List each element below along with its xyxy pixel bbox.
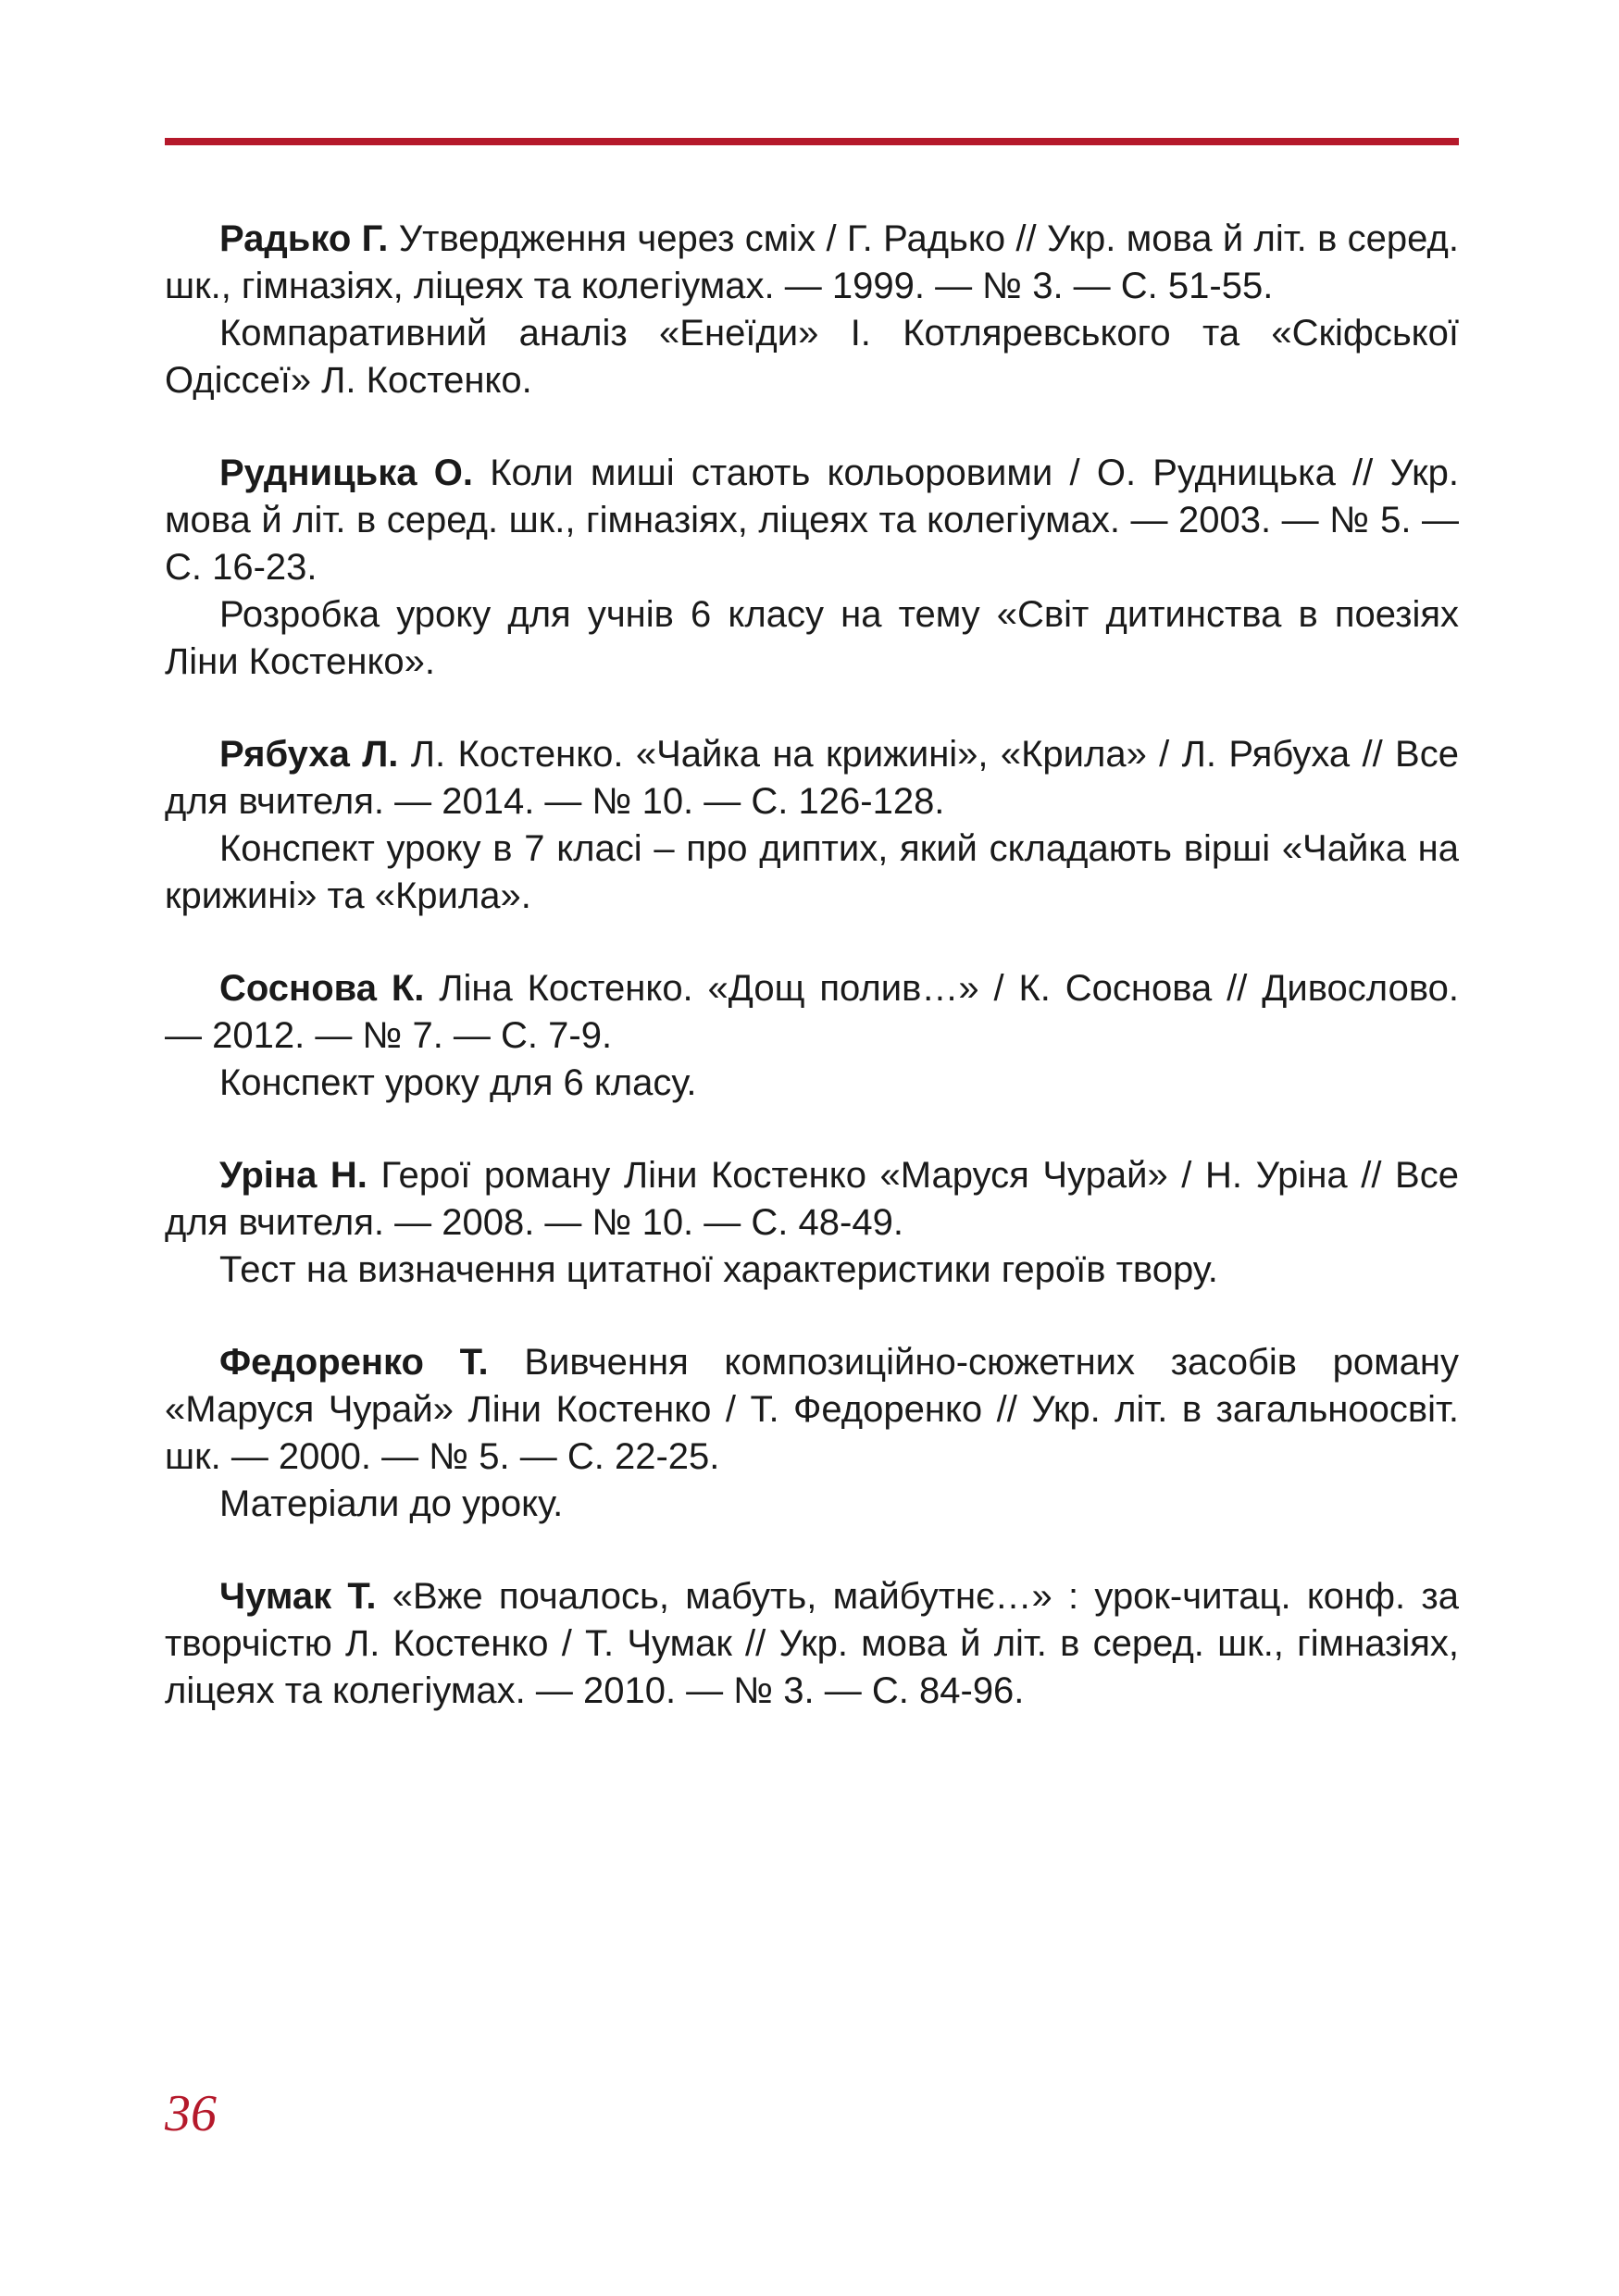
entry-author: Чумак Т. [219,1576,377,1617]
entry-author: Федоренко Т. [219,1342,489,1383]
entry-author: Уріна Н. [219,1155,367,1196]
entry-citation-text: Л. Костенко. «Чайка на крижині», «Крила» / Л. Рябуха // Все для вчителя. — 2014. — № 10. — С. 126-128. [165,734,1459,822]
entry-citation [165,1573,1459,1715]
bibliography-entry [165,731,1459,920]
entry-note: Конспект уроку в 7 класі – про диптих, який складають вірші «Чайка на крижині» та «Крила». [165,828,1459,916]
bibliography-entry [165,1339,1459,1528]
entry-citation-text: Герої роману Ліни Костенко «Маруся Чурай» / Н. Уріна // Все для вчителя. — 2008. — № 10. — С. 48-49. [165,1155,1459,1243]
entry-citation-text: Коли миші стають кольоровими / О. Рудницька // Укр. мова й літ. в серед. шк., гімназіях, ліцеях та колегіумах. — 2003. — № 5. — С. 16-23. [165,453,1459,588]
bibliography-entry [165,216,1459,404]
top-rule [165,138,1459,145]
entry-citation-text: Ліна Костенко. «Дощ полив…» / К. Соснова // Дивослово. — 2012. — № 7. — С. 7-9. [165,968,1459,1056]
page-number: 36 [165,2085,217,2142]
entry-note: Компаративний аналіз «Енеїди» І. Котляревського та «Скіфської Одіссеї» Л. Костенко. [165,313,1459,401]
entry-citation-text: Утвердження через сміх / Г. Радько // Укр. мова й літ. в серед. шк., гімназіях, ліцеях та колегіумах. — 1999. — № 3. — С. 51-55. [165,218,1459,306]
entry-author: Рябуха Л. [219,734,399,775]
bibliography-list [165,216,1459,1760]
entry-author: Радько Г. [219,218,389,259]
entry-citation [165,1339,1459,1481]
bibliography-entry [165,1573,1459,1715]
entry-citation-text: «Вже почалось, мабуть, майбутнє…» : урок-читац. конф. за творчістю Л. Костенко / Т. Чумак // Укр. мова й літ. в серед. шк., гімназіях, ліцеях та колегіумах. — 2010. — № 3. — С. 84-96. [165,1576,1459,1711]
entry-author: Соснова К. [219,968,425,1009]
entry-citation [165,965,1459,1060]
entry-note: Конспект уроку для 6 класу. [219,1062,697,1103]
entry-note: Матеріали до уроку. [219,1483,564,1524]
bibliography-entry [165,965,1459,1107]
entry-citation [165,450,1459,591]
entry-citation-text: Вивчення композиційно-сюжетних засобів роману «Маруся Чурай» Ліни Костенко / Т. Федоренко // Укр. літ. в загальноосвіт. шк. — 2000. — № 5. — С. 22-25. [165,1342,1459,1477]
entry-citation [165,216,1459,310]
entry-citation [165,731,1459,825]
entry-citation [165,1152,1459,1247]
bibliography-entry [165,1152,1459,1294]
bibliography-entry [165,450,1459,686]
entry-note: Розробка уроку для учнів 6 класу на тему «Світ дитинства в поезіях Ліни Костенко». [165,594,1459,682]
entry-author: Рудницька О. [219,453,473,493]
entry-note: Тест на визначення цитатної характеристики героїв твору. [219,1249,1218,1290]
